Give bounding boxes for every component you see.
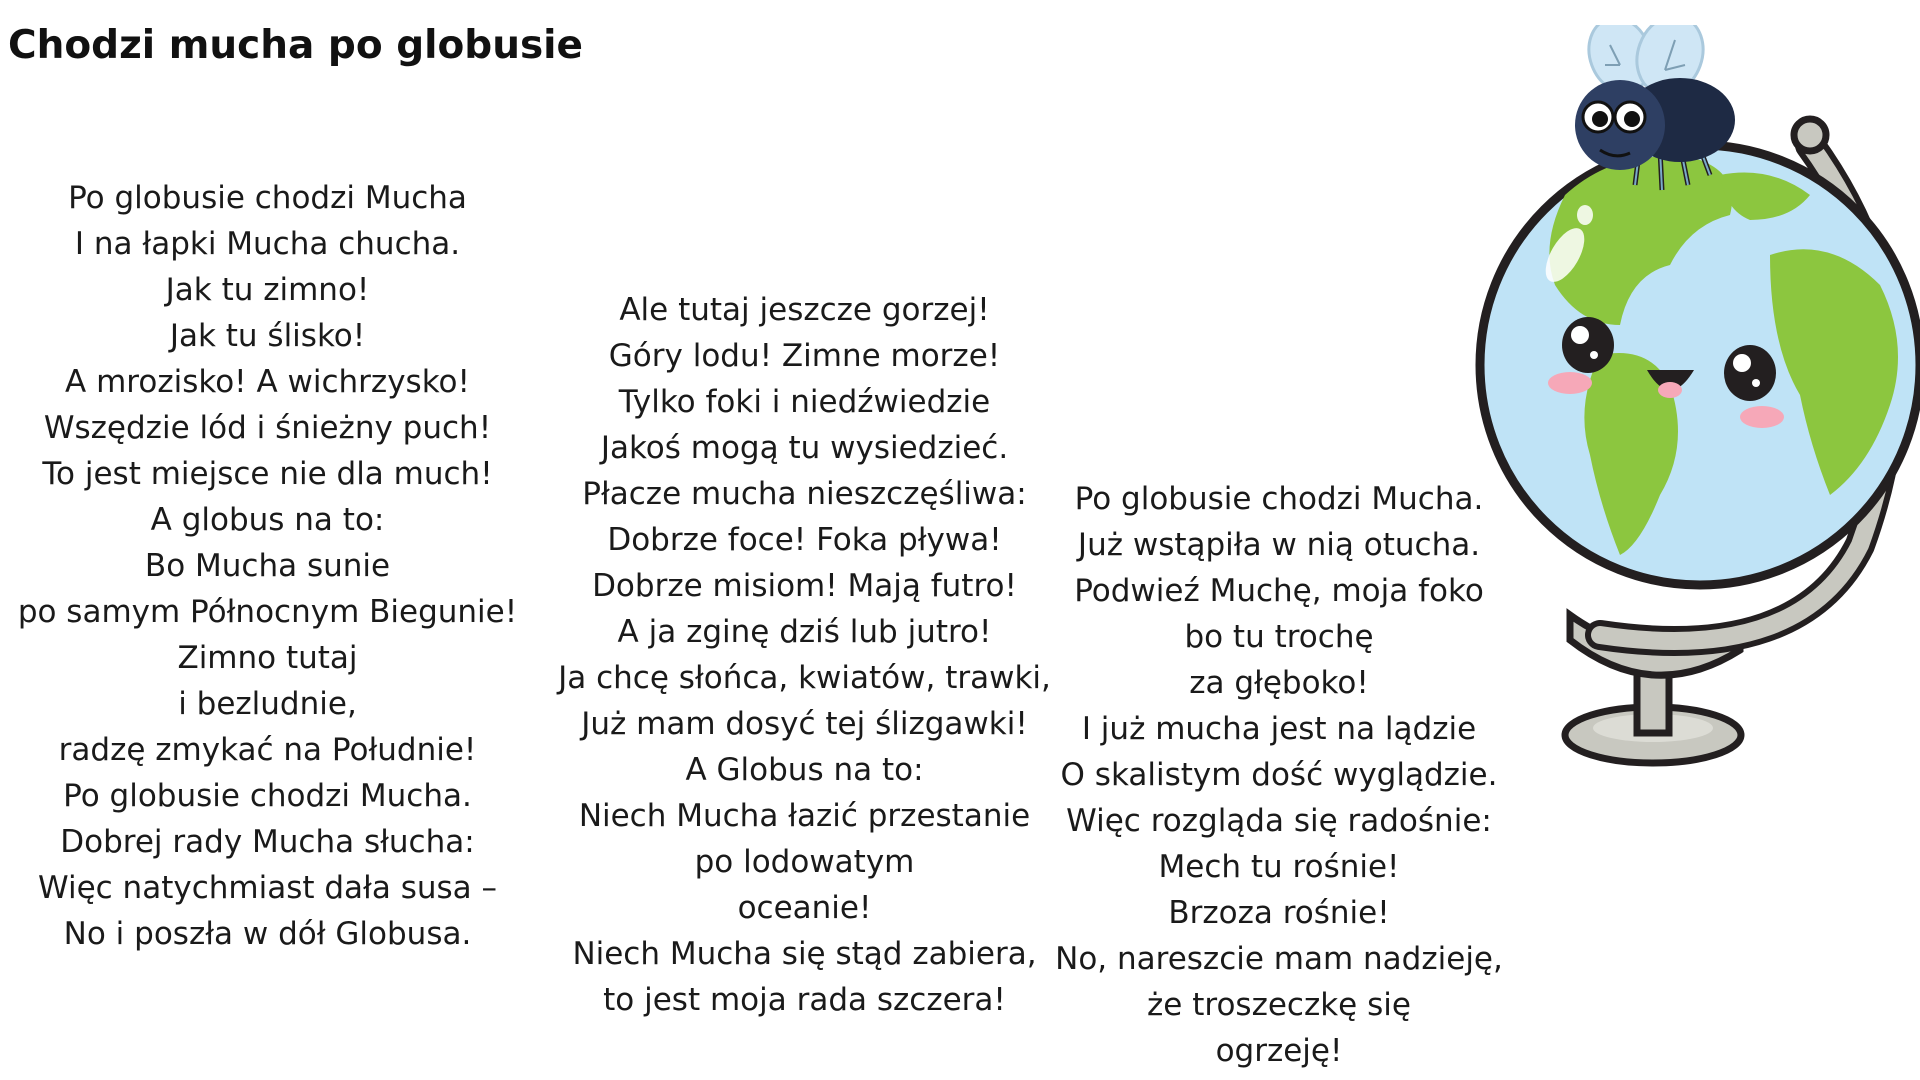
poem-line: oceanie! bbox=[737, 890, 872, 926]
poem-line: I na łapki Mucha chucha. bbox=[74, 226, 461, 262]
globe-icon bbox=[1480, 145, 1920, 585]
poem-line: Wszędzie lód i śnieżny puch! bbox=[43, 410, 492, 446]
poem-line: Jak tu ślisko! bbox=[169, 318, 366, 354]
page-title: Chodzi mucha po globusie bbox=[8, 23, 584, 68]
poem-line: Tylko foki i niedźwiedzie bbox=[618, 384, 991, 420]
poem-line: Mech tu rośnie! bbox=[1158, 849, 1400, 885]
poem-line: Góry lodu! Zimne morze! bbox=[608, 338, 1001, 374]
poem-line: I już mucha jest na lądzie bbox=[1081, 711, 1477, 747]
poem-line: A globus na to: bbox=[150, 502, 385, 538]
poem-line: Więc natychmiast dała susa – bbox=[38, 870, 497, 906]
poem-line: Brzoza rośnie! bbox=[1168, 895, 1390, 931]
poem-line: ogrzeję! bbox=[1215, 1033, 1343, 1069]
poem-line: radzę zmykać na Południe! bbox=[58, 732, 477, 768]
poem-line: że troszeczkę się bbox=[1147, 987, 1411, 1023]
poem-line: po lodowatym bbox=[694, 844, 915, 880]
globe-with-fly-illustration bbox=[1470, 25, 1920, 785]
poem-line: Dobrej rady Mucha słucha: bbox=[60, 824, 475, 860]
poem-line: Zimno tutaj bbox=[177, 640, 358, 676]
poem-line: Jak tu zimno! bbox=[165, 272, 370, 308]
poem-line: to jest moja rada szczera! bbox=[603, 982, 1006, 1018]
poem-stanza-3 bbox=[1050, 476, 1508, 1074]
poem-line: Bo Mucha sunie bbox=[144, 548, 391, 584]
poem-line: No i poszła w dół Globusa. bbox=[63, 916, 472, 952]
poem-line: po samym Północnym Biegunie! bbox=[17, 594, 518, 630]
poem-line: Ja chcę słońca, kwiatów, trawki, bbox=[558, 660, 1051, 696]
poem-line: Już wstąpiła w nią otucha. bbox=[1077, 527, 1481, 563]
poem-line: Więc rozgląda się radośnie: bbox=[1066, 803, 1492, 839]
poem-line: Ale tutaj jeszcze gorzej! bbox=[619, 292, 990, 328]
poem-line: Niech Mucha łazić przestanie bbox=[578, 798, 1031, 834]
poem-line: Dobrze foce! Foka pływa! bbox=[607, 522, 1002, 558]
poem-line: Jakoś mogą tu wysiedzieć. bbox=[600, 430, 1009, 466]
poem-line: Dobrze misiom! Mają futro! bbox=[592, 568, 1017, 604]
poem-line: bo tu trochę bbox=[1184, 619, 1374, 655]
poem-line: Niech Mucha się stąd zabiera, bbox=[572, 936, 1037, 972]
poem-stanza-1 bbox=[10, 175, 525, 957]
poem-line: A Globus na to: bbox=[685, 752, 924, 788]
poem-line: No, nareszcie mam nadzieję, bbox=[1055, 941, 1503, 977]
poem-line: Po globusie chodzi Mucha. bbox=[63, 778, 472, 814]
poem-line: A ja zginę dziś lub jutro! bbox=[617, 614, 992, 650]
poem-line: To jest miejsce nie dla much! bbox=[42, 456, 493, 492]
poem-line: Po globusie chodzi Mucha bbox=[68, 180, 467, 216]
poem-line: Płacze mucha nieszczęśliwa: bbox=[582, 476, 1027, 512]
poem-line: Podwieź Muchę, moja foko bbox=[1074, 573, 1484, 609]
poem-line: Po globusie chodzi Mucha. bbox=[1074, 481, 1484, 517]
poem-line: za głęboko! bbox=[1189, 665, 1369, 701]
poem-line: Już mam dosyć tej ślizgawki! bbox=[581, 706, 1028, 742]
poem-line: i bezludnie, bbox=[178, 686, 357, 722]
poem-stanza-2 bbox=[552, 287, 1057, 1023]
poem-line: A mrozisko! A wichrzysko! bbox=[65, 364, 470, 400]
poem-line: O skalistym dość wyglądzie. bbox=[1060, 757, 1498, 793]
